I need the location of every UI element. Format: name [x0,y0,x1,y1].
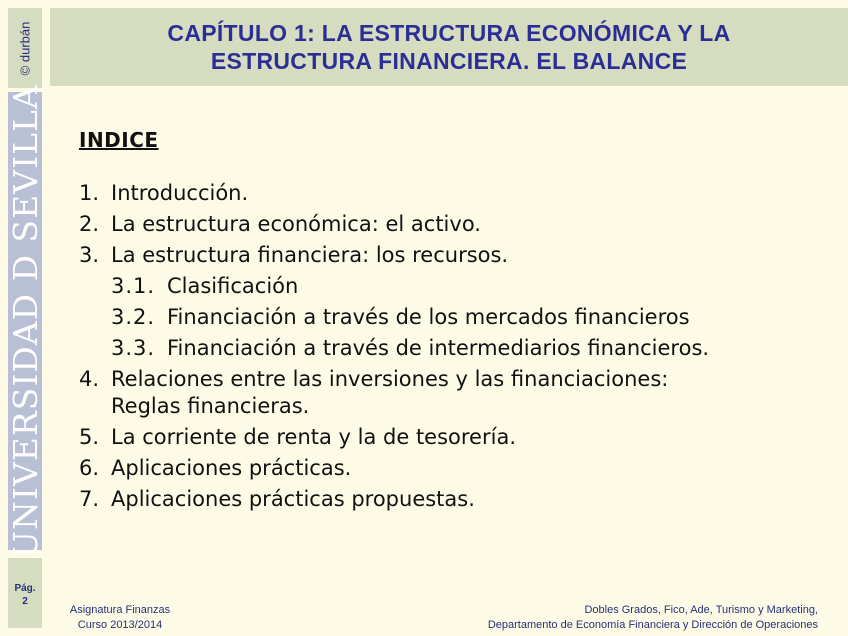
item-number: 2. [79,212,100,236]
slide-title [167,19,730,75]
item-text-line1: Relaciones entre las inversiones y las financiaciones: [111,367,669,391]
item-text: Introducción. [111,181,249,205]
subitem-text: Financiación a través de intermediarios financieros. [167,336,710,360]
subitem-text: Financiación a través de los mercados financieros [167,305,690,329]
footer-department [488,603,818,633]
page-label: Pág. [14,583,36,594]
footer-course [60,603,180,633]
subitem-text: Clasificación [167,274,299,298]
index-section [79,125,839,152]
slide-title-line1: CAPÍTULO 1: LA ESTRUCTURA ECONÓMICA Y LA [167,20,731,46]
list-item [79,242,839,269]
list-item [79,455,839,482]
page-number: 2 [22,596,28,607]
slide-title-line2: ESTRUCTURA FINANCIERA. EL BALANCE [210,48,688,74]
university-watermark: UNIVERSIDAD D SEVILLA [5,83,45,559]
item-text: La estructura financiera: los recursos. [111,243,509,267]
item-number: 3. [79,243,100,267]
list-item [79,424,839,451]
page-indicator [8,582,42,608]
item-text: Aplicaciones prácticas propuestas. [111,487,475,511]
footer-degrees: Dobles Grados, Fico, Ade, Turismo y Marketing, [584,604,818,616]
list-item [79,486,839,513]
item-text: La estructura económica: el activo. [111,212,481,236]
item-text-line2: Reglas financieras. [111,394,310,418]
copyright-box [8,8,42,88]
item-number: 4. [79,367,100,391]
list-item [79,211,839,238]
index-list [79,180,839,517]
item-number: 1. [79,181,100,205]
subitem-number: 3.3. [111,336,156,360]
index-heading: INDICE [79,128,159,152]
footer-year: Curso 2013/2014 [77,619,163,631]
footer-department-name: Departamento de Economía Financiera y Dirección de Operaciones [487,619,818,631]
subitem-number: 3.1. [111,274,156,298]
list-subitem [79,335,839,362]
list-subitem [79,273,839,300]
subitem-number: 3.2. [111,305,156,329]
item-number: 6. [79,456,100,480]
list-item [79,366,839,420]
item-number: 7. [79,487,100,511]
item-text: Aplicaciones prácticas. [111,456,352,480]
item-text [111,366,839,420]
list-subitem [79,304,839,331]
university-watermark-box [5,83,45,559]
copyright-text: © durbán [17,21,33,75]
footer-subject: Asignatura Finanzas [69,604,171,616]
left-rail [0,0,46,636]
item-number: 5. [79,425,100,449]
item-text: La corriente de renta y la de tesorería. [111,425,516,449]
list-item [79,180,839,207]
title-bar [50,8,848,86]
